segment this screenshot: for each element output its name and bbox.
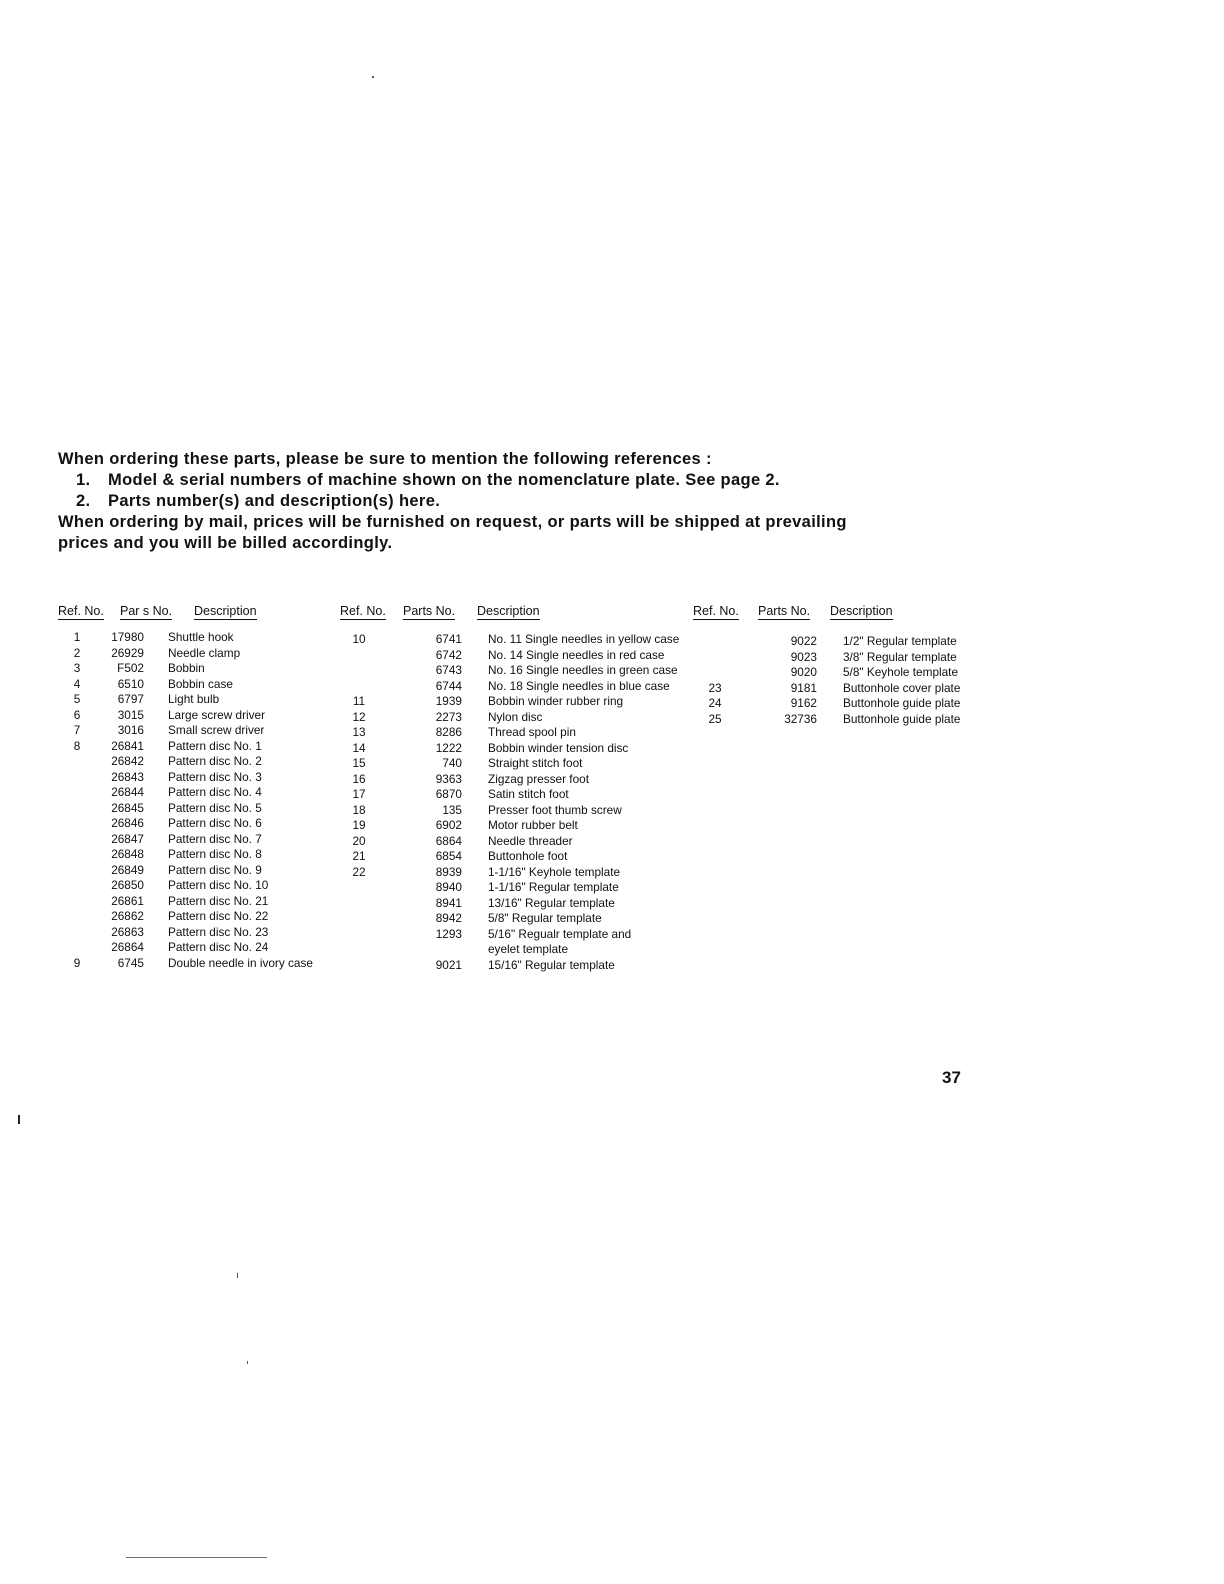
ref-no-cell: 12: [352, 709, 366, 724]
part-row: [340, 927, 708, 943]
description-cell: Buttonhole foot: [488, 849, 568, 863]
ref-no-cell: [340, 958, 378, 974]
part-row: [340, 834, 708, 850]
ref-no-cell: [695, 650, 735, 666]
parts-no-cell: 6870: [435, 787, 462, 801]
parts-no-cell: 9021: [435, 957, 462, 972]
parts-no-cell: 9363: [435, 771, 462, 786]
parts-no-cell: 26846: [111, 816, 144, 830]
ref-no-cell: 4: [73, 676, 81, 691]
part-row: [58, 801, 348, 817]
description-cell: Bobbin winder tension disc: [488, 740, 629, 755]
parts-no-cell: 6745: [117, 955, 144, 970]
parts-no-cell: 6854: [435, 849, 462, 863]
parts-no-cell: 6744: [435, 678, 462, 693]
ref-no-cell: [340, 648, 378, 664]
parts-no-cell: 26844: [111, 785, 144, 799]
parts-no-cell: 1293: [435, 926, 462, 941]
part-row: [58, 832, 348, 848]
description-cell: Thread spool pin: [488, 725, 576, 739]
description-cell: Pattern disc No. 5: [168, 800, 262, 815]
part-row: [58, 847, 348, 863]
part-row: [695, 696, 983, 712]
description-cell: Zigzag presser foot: [488, 771, 589, 786]
parts-no-cell: 9162: [790, 696, 817, 710]
description-cell: Pattern disc No. 21: [168, 893, 269, 908]
description-cell: No. 18 Single needles in blue case: [488, 678, 670, 693]
part-row: [58, 785, 348, 801]
parts-no-cell: 9020: [790, 665, 817, 679]
description-cell: Buttonhole cover plate: [843, 680, 961, 695]
ref-no-cell: [58, 940, 96, 956]
description-cell: Large screw driver: [168, 707, 266, 722]
part-row: [340, 803, 708, 819]
parts-no-cell: 135: [442, 802, 462, 817]
description-cell: Pattern disc No. 22: [168, 909, 269, 923]
part-row: [340, 741, 708, 757]
ref-no-cell: 19: [352, 818, 366, 832]
part-row: [58, 925, 348, 941]
scan-speck: [372, 76, 374, 78]
ref-no-cell: 21: [352, 849, 366, 863]
parts-no-cell: 8939: [435, 864, 462, 879]
description-cell: Pattern disc No. 2: [168, 754, 262, 768]
description-cell: Straight stitch foot: [488, 756, 583, 770]
ordering-instructions: [58, 449, 958, 554]
ref-no-cell: [340, 880, 378, 896]
parts-no-cell: 26850: [111, 878, 144, 892]
instruction-line: When ordering these parts, please be sure to mention the following references :: [58, 450, 712, 468]
parts-no-cell: 26861: [111, 893, 144, 908]
description-cell: No. 11 Single needles in yellow case: [488, 632, 680, 646]
description-cell: Satin stitch foot: [488, 787, 569, 801]
ref-no-cell: 11: [352, 694, 366, 708]
parts-no-cell: 3015: [117, 707, 144, 722]
ref-no-cell: [695, 665, 735, 681]
parts-no-cell: 8942: [435, 911, 462, 925]
parts-no-cell: 8286: [435, 725, 462, 739]
item-number: 1.: [76, 471, 91, 489]
description-cell: Bobbin: [168, 661, 205, 675]
ref-no-cell: 24: [708, 696, 722, 710]
page-number: 37: [942, 1068, 961, 1087]
parts-no-cell: 1939: [435, 694, 462, 708]
description-cell: 1-1/16" Keyhole template: [488, 864, 621, 879]
description-cell: Buttonhole guide plate: [843, 711, 961, 726]
parts-no-cell: 6797: [117, 692, 144, 706]
ref-no-cell: 13: [352, 725, 366, 739]
instruction-item: [58, 470, 958, 491]
ref-no-cell: [58, 832, 96, 848]
description-cell: Pattern disc No. 3: [168, 769, 262, 784]
part-row: [58, 692, 348, 708]
part-row: [58, 940, 348, 956]
ref-no-cell: 6: [73, 707, 81, 722]
ref-no-cell: 7: [73, 723, 81, 737]
part-row: [695, 712, 983, 728]
description-cell: No. 14 Single needles in red case: [488, 647, 665, 662]
part-row: [695, 665, 983, 681]
ref-no-cell: 18: [352, 802, 366, 817]
parts-no-cell: 6743: [435, 663, 462, 677]
description-cell: 3/8" Regular template: [843, 649, 957, 664]
ref-no-cell: [340, 679, 378, 695]
parts-no-cell: 1222: [435, 740, 462, 755]
parts-no-cell: 26863: [111, 924, 144, 939]
part-row: [58, 878, 348, 894]
ref-no-cell: [58, 863, 96, 879]
parts-no-cell: 26843: [111, 769, 144, 784]
ref-no-cell: [340, 896, 378, 912]
part-row: [340, 710, 708, 726]
ref-no-cell: 9: [73, 955, 81, 970]
part-row: [340, 880, 708, 896]
description-cell: 5/16" Regualr template and: [488, 926, 632, 941]
scan-speck: [18, 1115, 20, 1124]
ref-no-cell: [695, 634, 735, 650]
ref-no-cell: 2: [73, 645, 81, 660]
ref-no-header: Ref. No.: [340, 604, 386, 618]
description-cell: Buttonhole guide plate: [843, 696, 961, 710]
description-cell: 1/2" Regular template: [843, 634, 957, 648]
part-row: [58, 894, 348, 910]
part-row: [340, 772, 708, 788]
parts-no-cell: 26842: [111, 754, 144, 768]
parts-no-cell: 2273: [435, 709, 462, 724]
part-row: [340, 679, 708, 695]
ref-no-cell: [58, 801, 96, 817]
part-row: [340, 632, 708, 648]
part-row: [340, 756, 708, 772]
ref-no-cell: 3: [73, 661, 81, 675]
instruction-line: prices and you will be billed accordingly.: [58, 534, 393, 552]
part-row: [340, 865, 708, 881]
scan-speck: [237, 1273, 238, 1278]
ref-no-cell: [58, 909, 96, 925]
description-cell: Pattern disc No. 7: [168, 831, 262, 846]
parts-no-header: Parts No.: [403, 604, 456, 618]
ref-no-cell: [340, 927, 378, 943]
ref-no-cell: 15: [352, 756, 366, 770]
description-cell: Light bulb: [168, 692, 220, 706]
ref-no-header: Ref. No.: [58, 604, 104, 618]
ref-no-cell: 16: [352, 771, 366, 786]
part-row: [58, 708, 348, 724]
part-row: [58, 770, 348, 786]
parts-no-cell: F502: [117, 661, 144, 675]
ref-no-cell: 8: [73, 738, 81, 753]
parts-no-cell: 26848: [111, 847, 144, 861]
part-row: [340, 896, 708, 912]
part-row: [58, 630, 348, 646]
ref-no-cell: [58, 770, 96, 786]
part-row: [58, 863, 348, 879]
part-row: [340, 725, 708, 741]
item-number: 2.: [76, 492, 91, 510]
description-cell: Pattern disc No. 24: [168, 940, 269, 954]
part-row: [340, 694, 708, 710]
part-row: [58, 816, 348, 832]
ref-no-cell: 17: [352, 787, 366, 801]
part-row: [58, 677, 348, 693]
ref-no-header: Ref. No.: [693, 604, 739, 618]
ref-no-cell: 22: [352, 864, 366, 879]
parts-no-cell: 6741: [435, 632, 462, 646]
part-row: [58, 754, 348, 770]
description-cell: Presser foot thumb screw: [488, 802, 622, 817]
ref-no-cell: [58, 754, 96, 770]
description-cell: Bobbin case: [168, 676, 233, 691]
parts-no-cell: 26862: [111, 909, 144, 923]
parts-no-cell: 9181: [790, 680, 817, 695]
part-row: [340, 818, 708, 834]
part-row: [58, 723, 348, 739]
ref-no-cell: 5: [73, 692, 81, 706]
parts-table-1: [58, 630, 348, 971]
parts-no-cell: 17980: [111, 630, 144, 644]
ref-no-cell: [340, 942, 378, 958]
part-row: [340, 648, 708, 664]
part-row: [58, 646, 348, 662]
part-row: [58, 739, 348, 755]
parts-no-cell: 8941: [435, 895, 462, 910]
parts-no-header: Parts No.: [758, 604, 811, 618]
description-cell: 15/16" Regular template: [488, 957, 615, 972]
part-row: [58, 909, 348, 925]
instruction-line: When ordering by mail, prices will be furnished on request, or parts will be shipped at prevailing: [58, 513, 847, 531]
parts-no-cell: 26845: [111, 800, 144, 815]
parts-no-cell: 9023: [790, 649, 817, 664]
description-cell: Small screw driver: [168, 723, 265, 737]
part-row: [58, 956, 348, 972]
description-cell: Double needle in ivory case: [168, 955, 313, 970]
part-row: [340, 958, 708, 974]
ref-no-cell: [58, 847, 96, 863]
description-cell: Pattern disc No. 4: [168, 785, 262, 799]
part-row: [340, 787, 708, 803]
description-cell: 5/8" Keyhole template: [843, 665, 959, 679]
ref-no-cell: 25: [708, 711, 722, 726]
part-row: [695, 681, 983, 697]
ref-no-cell: [340, 663, 378, 679]
parts-no-cell: 26847: [111, 831, 144, 846]
ref-no-cell: [58, 785, 96, 801]
ref-no-cell: [340, 911, 378, 927]
part-row: [340, 911, 708, 927]
description-cell: Pattern disc No. 1: [168, 738, 262, 753]
parts-no-cell: 6510: [117, 676, 144, 691]
parts-no-cell: [378, 942, 488, 958]
parts-no-cell: 26864: [111, 940, 144, 954]
description-cell: 5/8" Regular template: [488, 911, 602, 925]
ref-no-cell: [58, 878, 96, 894]
description-cell: 1-1/16" Regular template: [488, 880, 619, 894]
description-cell: Needle clamp: [168, 645, 241, 660]
description-header: Description: [477, 604, 540, 618]
parts-no-cell: 26841: [111, 738, 144, 753]
parts-no-cell: 26929: [111, 645, 144, 660]
parts-no-cell: 6902: [435, 818, 462, 832]
part-row: [695, 650, 983, 666]
footer-rule: [126, 1557, 267, 1558]
ref-no-cell: [58, 816, 96, 832]
description-header: Description: [830, 604, 893, 618]
description-cell: 13/16" Regular template: [488, 895, 615, 910]
description-cell: eyelet template: [488, 942, 569, 956]
description-header: Description: [194, 604, 257, 618]
ref-no-cell: [58, 894, 96, 910]
part-row: [58, 661, 348, 677]
description-cell: Pattern disc No. 23: [168, 924, 269, 939]
description-cell: Needle threader: [488, 833, 573, 848]
parts-no-cell: 3016: [117, 723, 144, 737]
part-row: [340, 849, 708, 865]
description-cell: Pattern disc No. 10: [168, 878, 269, 892]
item-text: Parts number(s) and description(s) here.: [108, 492, 441, 510]
instruction-item: [58, 491, 958, 512]
scan-speck: [247, 1361, 248, 1364]
item-text: Model & serial numbers of machine shown on the nomenclature plate. See page 2.: [108, 471, 780, 489]
description-cell: Pattern disc No. 6: [168, 816, 262, 830]
ref-no-cell: [58, 925, 96, 941]
ref-no-cell: 20: [352, 833, 366, 848]
ref-no-cell: 23: [708, 680, 722, 695]
parts-no-cell: 8940: [435, 880, 462, 894]
ref-no-cell: 10: [352, 632, 366, 646]
ref-no-cell: 1: [73, 630, 81, 644]
part-row: [340, 663, 708, 679]
description-cell: Pattern disc No. 8: [168, 847, 262, 861]
description-cell: Bobbin winder rubber ring: [488, 694, 624, 708]
parts-no-cell: 6864: [435, 833, 462, 848]
parts-no-cell: 6742: [435, 647, 462, 662]
parts-table-2: [340, 632, 708, 973]
part-row: [695, 634, 983, 650]
description-cell: Shuttle hook: [168, 630, 234, 644]
parts-no-cell: 26849: [111, 862, 144, 877]
parts-no-header: Par s No.: [120, 604, 173, 618]
description-cell: Nylon disc: [488, 709, 543, 724]
part-row: [340, 942, 708, 958]
parts-no-cell: 740: [442, 756, 462, 770]
description-cell: No. 16 Single needles in green case: [488, 663, 678, 677]
parts-no-cell: 32736: [784, 711, 817, 726]
description-cell: Motor rubber belt: [488, 818, 578, 832]
description-cell: Pattern disc No. 9: [168, 862, 262, 877]
parts-table-3: [695, 634, 983, 727]
parts-no-cell: 9022: [790, 634, 817, 648]
ref-no-cell: 14: [352, 740, 366, 755]
